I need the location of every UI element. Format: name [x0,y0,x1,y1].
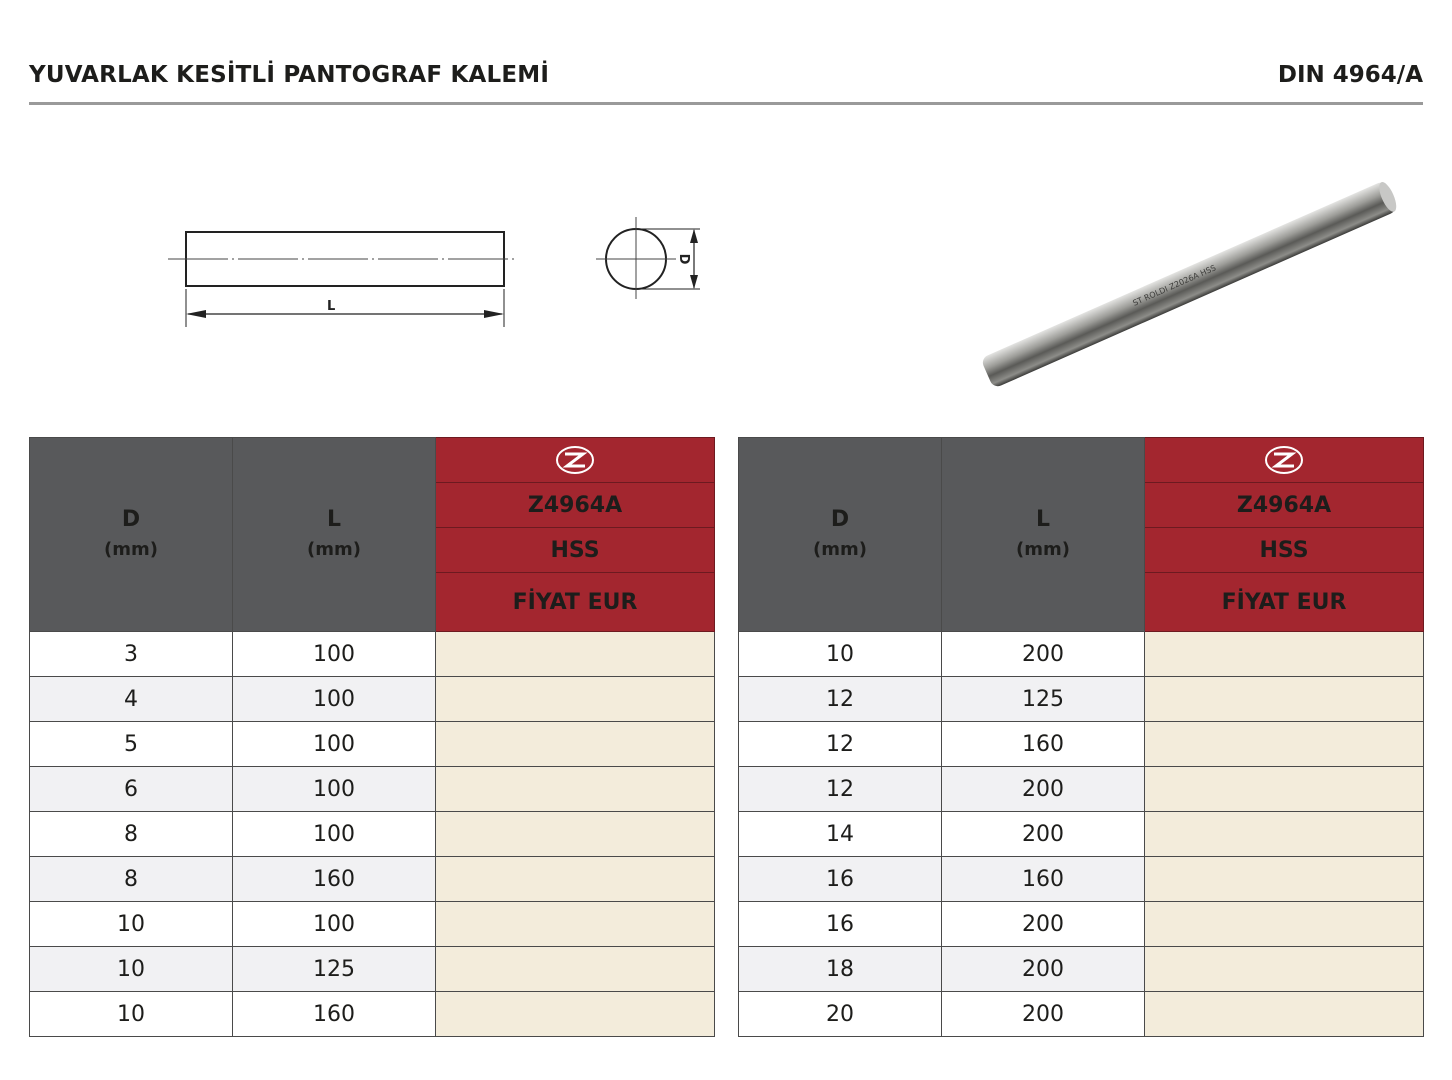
cell-price [436,947,715,992]
table-row [30,632,715,677]
cell-length: 125 [942,677,1145,722]
cell-diameter: 12 [739,677,942,722]
cell-length: 125 [233,947,436,992]
cell-diameter: 10 [739,632,942,677]
cell-diameter: 16 [739,857,942,902]
table-row [739,632,1424,677]
length-label: L [327,299,336,314]
cell-price [1145,857,1424,902]
brand-logo-icon [1264,445,1304,475]
cell-length: 200 [942,947,1145,992]
table-row [739,812,1424,857]
cell-price [436,902,715,947]
cell-length: 100 [233,632,436,677]
cell-diameter: 5 [30,722,233,767]
table-row [30,767,715,812]
material-label: HSS [1145,528,1424,573]
header-divider [29,102,1423,105]
cell-price [1145,677,1424,722]
cell-price [436,677,715,722]
table-row [739,722,1424,767]
col-header-l: L (mm) [233,438,436,632]
product-code: Z4964A [436,483,715,528]
cell-price [436,812,715,857]
page-title: YUVARLAK KESİTLİ PANTOGRAF KALEMİ [29,62,550,88]
product-photo [960,180,1420,390]
cell-price [436,992,715,1037]
cell-price [436,857,715,902]
table-row [739,992,1424,1037]
cell-price [436,767,715,812]
col-header-d: D (mm) [30,438,233,632]
standard-label: DIN 4964/A [1277,62,1423,88]
diameter-label: D [676,253,691,265]
cell-diameter: 18 [739,947,942,992]
cell-diameter: 20 [739,992,942,1037]
cell-length: 100 [233,722,436,767]
cell-length: 200 [942,992,1145,1037]
cell-diameter: 4 [30,677,233,722]
cell-diameter: 14 [739,812,942,857]
product-code: Z4964A [1145,483,1424,528]
cell-length: 100 [233,677,436,722]
cell-diameter: 10 [30,992,233,1037]
table-row [30,992,715,1037]
cell-length: 100 [233,812,436,857]
technical-drawing [160,205,720,340]
table-row [739,767,1424,812]
cell-diameter: 8 [30,812,233,857]
cell-length: 160 [942,857,1145,902]
cell-diameter: 16 [739,902,942,947]
brand-logo-icon [555,445,595,475]
cell-price [1145,722,1424,767]
cell-length: 100 [233,767,436,812]
cell-length: 160 [942,722,1145,767]
cell-diameter: 3 [30,632,233,677]
cell-diameter: 12 [739,767,942,812]
table-row [30,722,715,767]
table-row [739,857,1424,902]
cell-price [1145,812,1424,857]
cell-diameter: 10 [30,902,233,947]
table-row [30,857,715,902]
cell-diameter: 6 [30,767,233,812]
cell-length: 160 [233,857,436,902]
cell-price [436,632,715,677]
table-row [739,947,1424,992]
cell-length: 200 [942,902,1145,947]
brand-logo-cell [1145,438,1424,483]
cell-price [1145,947,1424,992]
cell-price [1145,992,1424,1037]
cell-price [1145,767,1424,812]
cell-length: 160 [233,992,436,1037]
price-header: FİYAT EUR [1145,573,1424,632]
table-row [30,902,715,947]
cell-length: 200 [942,812,1145,857]
table-row [30,947,715,992]
cell-diameter: 12 [739,722,942,767]
cell-price [1145,902,1424,947]
cell-length: 200 [942,632,1145,677]
spec-table-right [738,437,1424,1037]
cell-length: 200 [942,767,1145,812]
spec-table-left [29,437,715,1037]
page-header [29,62,1423,92]
col-header-l: L (mm) [942,438,1145,632]
cell-price [1145,632,1424,677]
brand-logo-cell [436,438,715,483]
table-row [739,677,1424,722]
rod-engraving: ST ROLDI Z2026A HSS [1131,263,1218,308]
material-label: HSS [436,528,715,573]
price-header: FİYAT EUR [436,573,715,632]
col-header-d: D (mm) [739,438,942,632]
cell-diameter: 10 [30,947,233,992]
cell-length: 100 [233,902,436,947]
table-row [30,677,715,722]
table-row [739,902,1424,947]
cell-diameter: 8 [30,857,233,902]
cell-price [436,722,715,767]
table-row [30,812,715,857]
